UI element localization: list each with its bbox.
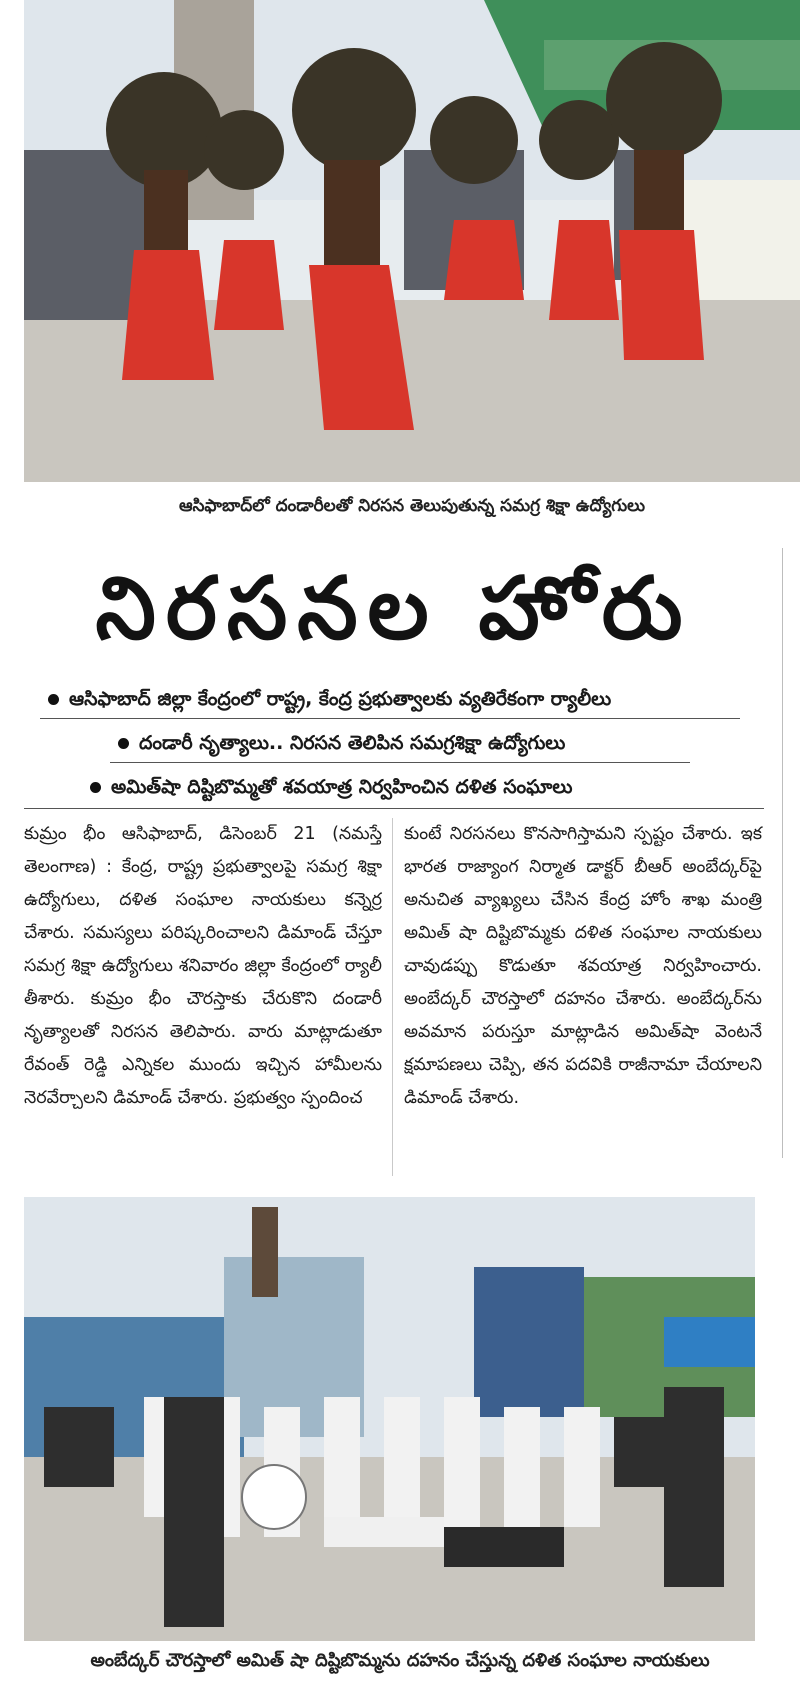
photo-caption-top: ఆసిఫాబాద్‌లో దండారీలతో నిరసన తెలుపుతున్న సమగ్ర శిక్షా ఉద్యోగులు: [178, 496, 646, 516]
kicker-divider-3: [24, 808, 764, 809]
kicker-3: [90, 776, 572, 803]
column-divider: [392, 818, 393, 1176]
bullet-icon: [90, 782, 101, 793]
dancers-photo: [24, 0, 800, 482]
kicker-3-text: అమిత్‌షా దిష్టిబొమ్మతో శవయాత్ర నిర్వహించిన దళిత సంఘాలు: [111, 776, 573, 798]
kicker-divider-2: [110, 762, 690, 763]
dancers-icon: [24, 0, 800, 482]
kicker-1-text: ఆసిఫాబాద్ జిల్లా కేంద్రంలో రాష్ట్ర, కేంద్ర ప్రభుత్వాలకు వ్యతిరేకంగా ర్యాలీలు: [69, 688, 612, 710]
right-margin-rule: [782, 548, 783, 1158]
kicker-1: [48, 688, 611, 715]
headline: నిరసనల హోరు: [95, 559, 693, 659]
kicker-divider-1: [40, 718, 740, 719]
article-column-right: కుంటే నిరసనలు కొనసాగిస్తామని స్పష్టం చేశారు. ఇక భారత రాజ్యాంగ నిర్మాత డాక్టర్ బీఆర్ అంబేద్కర్‌పై అనుచిత వ్యాఖ్యలు చేసిన కేంద్ర హోం శాఖ మంత్రి అమిత్ షా దిష్టిబొమ్మకు దళిత సంఘాల నాయకులు చావుడప్పు కొడుతూ శవయాత్ర నిర్వహించారు. అంబేద్కర్ చౌరస్తాలో దహనం చేశారు. అంబేద్కర్‌ను అవమాన పరుస్తూ మాట్లాడిన అమిత్‌షా వెంటనే క్షమాపణలు చెప్పి, తన పదవికి రాజీనామా చేయాలని డిమాండ్ చేశారు.: [404, 824, 762, 1108]
photo-caption-bottom: అంబేద్కర్ చౌరస్తాలో అమిత్ షా దిష్టిబొమ్మను దహనం చేస్తున్న దళిత సంఘాల నాయకులు: [90, 1650, 710, 1671]
protest-photo: [24, 1197, 755, 1641]
kicker-2-text: దండారీ నృత్యాలు.. నిరసన తెలిపిన సమగ్రశిక్షా ఉద్యోగులు: [139, 732, 566, 754]
protest-crowd-icon: [24, 1197, 755, 1641]
bullet-icon: [118, 738, 129, 749]
kicker-2: [118, 732, 565, 759]
article-column-left: కుమ్రం భీం ఆసిఫాబాద్, డిసెంబర్ 21 (నమస్తే తెలంగాణ) : కేంద్ర, రాష్ట్ర ప్రభుత్వాలపై సమగ్ర శిక్షా ఉద్యోగులు, దళిత సంఘాల నాయకులు కన్నెర్ర చేశారు. సమస్యలు పరిష్కరించాలని డిమాండ్ చేస్తూ సమగ్ర శిక్షా ఉద్యోగులు శనివారం జిల్లా కేంద్రంలో ర్యాలీ తీశారు. కుమ్రం భీం చౌరస్తాకు చేరుకొని దండారీ నృత్యాలతో నిరసన తెలిపారు. వారు మాట్లాడుతూ రేవంత్ రెడ్డి ఎన్నికల ముందు ఇచ్చిన హామీలను నెరవేర్చాలని డిమాండ్ చేశారు. ప్రభుత్వం స్పందించ: [24, 824, 382, 1108]
bullet-icon: [48, 694, 59, 705]
